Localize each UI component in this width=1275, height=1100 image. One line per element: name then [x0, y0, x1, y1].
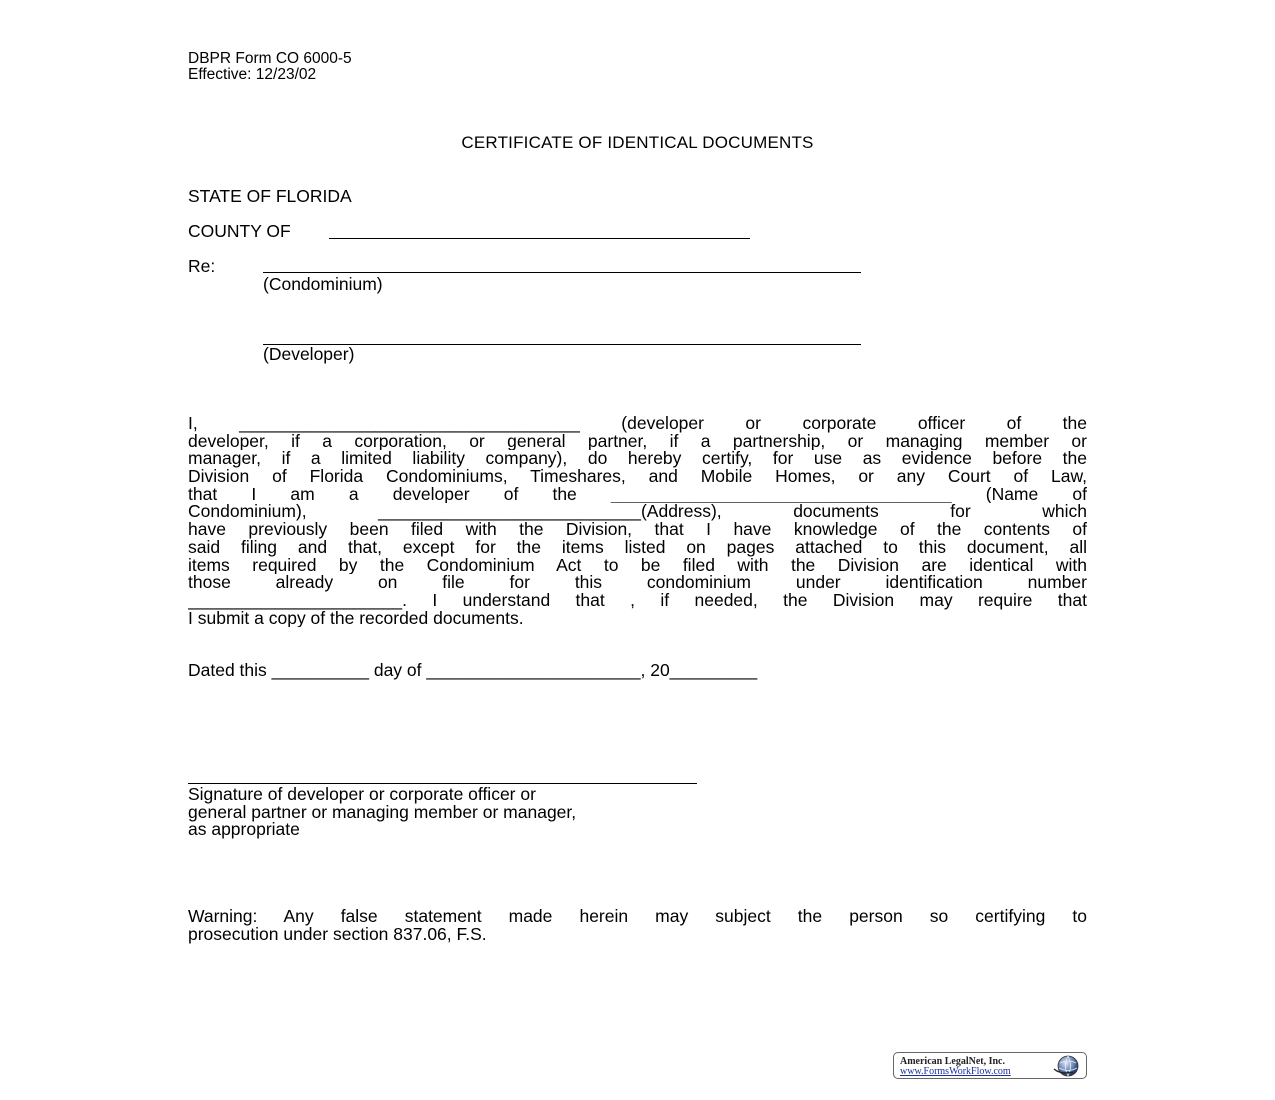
- condominium-caption: (Condominium): [263, 274, 383, 294]
- re-label: Re:: [188, 256, 216, 276]
- document-title: CERTIFICATE OF IDENTICAL DOCUMENTS: [461, 133, 814, 152]
- effective-date: Effective: 12/23/02: [188, 66, 317, 83]
- form-id: DBPR Form CO 6000-5: [188, 50, 352, 67]
- paragraph-line: said filing and that, except for the items listed on pages attached to this document, all: [188, 538, 1087, 557]
- paragraph-line: developer, if a corporation, or general partner, if a partnership, or managing member or: [188, 432, 1087, 451]
- warning-text: [188, 907, 1087, 943]
- signature-caption: [188, 786, 576, 839]
- logo-url[interactable]: www.FormsWorkFlow.com: [900, 1066, 1011, 1077]
- paragraph-line: that I am a developer of the ___________________________________ (Name of: [188, 485, 1087, 504]
- signature-line: general partner or managing member or manager,: [188, 801, 577, 822]
- certification-paragraph: [188, 415, 1087, 627]
- paragraph-line: those already on file for this condominium under identification number: [188, 574, 1087, 592]
- dated-line: Dated this __________ day of ______________________, 20_________: [188, 660, 758, 680]
- paragraph-line: I, ___________________________________ (developer or corporate officer of the: [188, 415, 1087, 433]
- americanlegalnet-logo[interactable]: [893, 1052, 1087, 1079]
- logo-name: American LegalNet, Inc.: [900, 1056, 1005, 1067]
- signature-line: Signature of developer or corporate officer or: [188, 784, 536, 804]
- paragraph-line: manager, if a limited liability company), do hereby certify, for use as evidence before the: [188, 450, 1087, 469]
- state-label: STATE OF FLORIDA: [188, 186, 352, 206]
- paragraph-line: items required by the Condominium Act to be filed with the Division are identical with: [188, 556, 1087, 575]
- paragraph-line: have previously been filed with the Division, that I have knowledge of the contents of: [188, 521, 1087, 539]
- warning-line: Warning: Any false statement made herein may subject the person so certifying to: [188, 906, 1087, 926]
- paragraph-line: Condominium), ___________________________(Address), documents for which: [188, 503, 1087, 522]
- paragraph-line: ______________________. I understand that , if needed, the Division may require that: [188, 591, 1087, 610]
- paragraph-line: I submit a copy of the recorded documents.: [188, 609, 524, 628]
- developer-caption: (Developer): [263, 344, 355, 364]
- signature-line: as appropriate: [188, 819, 300, 840]
- county-field[interactable]: [329, 238, 750, 239]
- globe-icon: [1051, 1055, 1083, 1077]
- warning-line: prosecution under section 837.06, F.S.: [188, 924, 487, 944]
- county-label: COUNTY OF: [188, 221, 291, 241]
- paragraph-line: Division of Florida Condominiums, Timeshares, and Mobile Homes, or any Court of Law,: [188, 468, 1087, 486]
- condominium-field[interactable]: [263, 272, 861, 273]
